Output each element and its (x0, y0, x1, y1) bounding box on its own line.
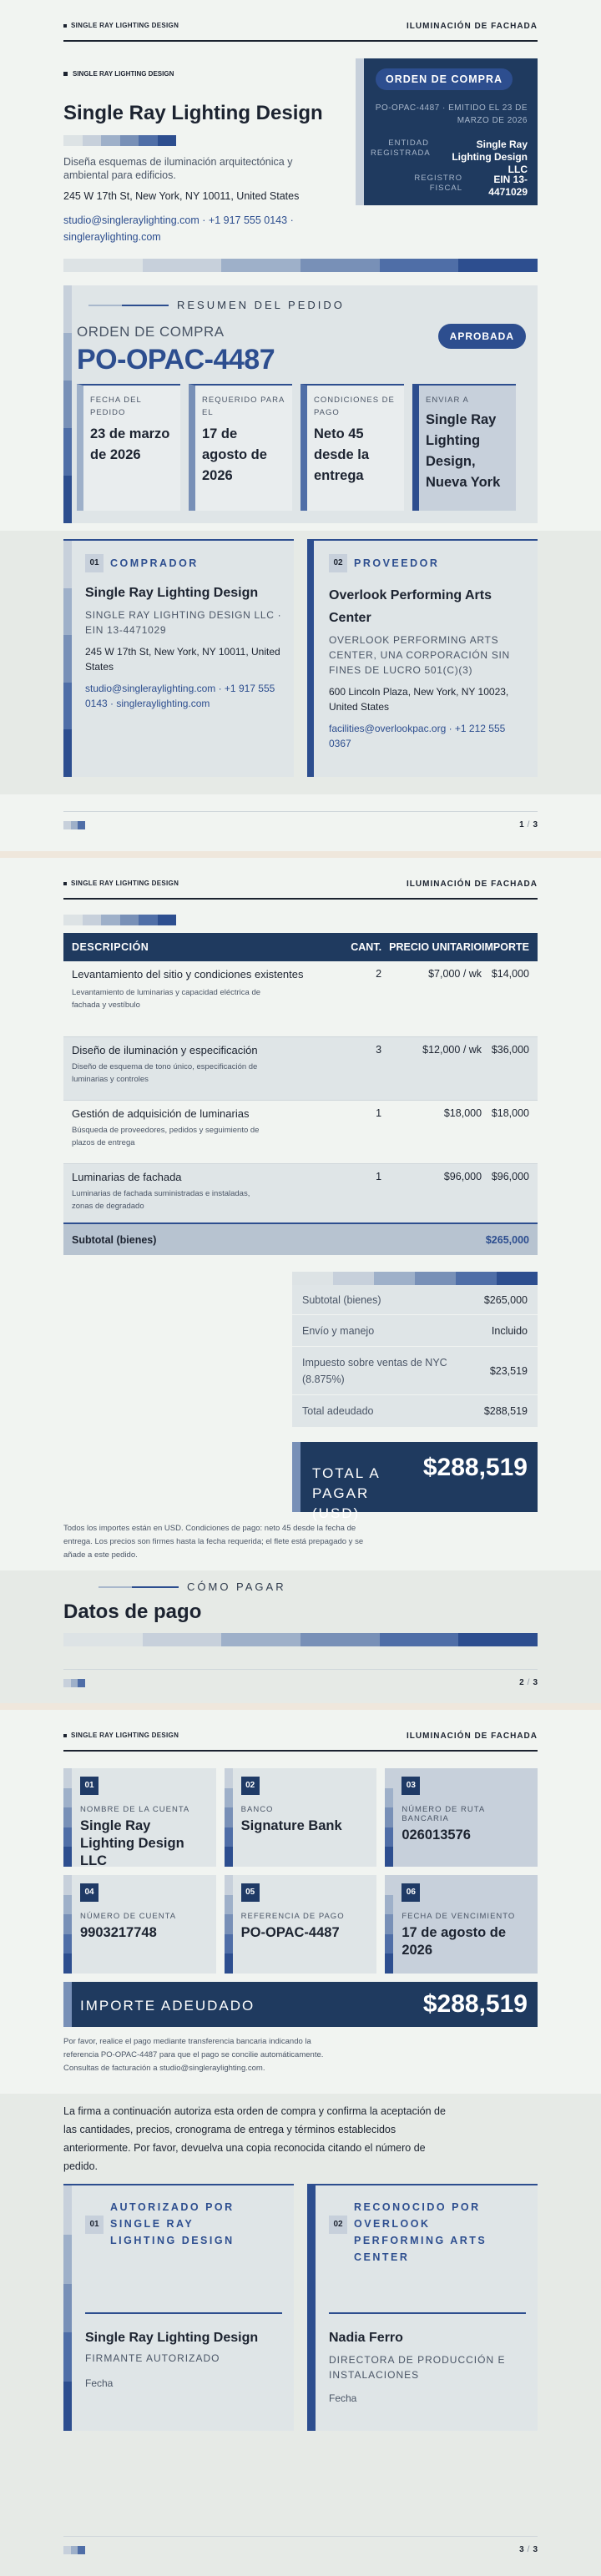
accent-bar (63, 2185, 72, 2431)
item-amount: $18,000 (491, 1107, 529, 1119)
subtotal-value: $265,000 (485, 1233, 529, 1246)
total-due-label: TOTAL A PAGAR (USD) (312, 1465, 380, 1521)
signature-line (329, 2312, 526, 2314)
payment-num-badge: 04 (80, 1883, 98, 1902)
table-row (63, 1036, 538, 1100)
page-header (63, 22, 538, 42)
fact-value: 17 de agosto de 2026 (202, 426, 267, 483)
total-due-value: $288,519 (422, 1454, 528, 1481)
sep: · (199, 214, 209, 226)
page-separator (0, 1703, 601, 1710)
summary-section-text: RESUMEN DEL PEDIDO (177, 299, 345, 311)
buyer-card (63, 539, 294, 777)
logo-mark-icon (63, 72, 68, 76)
page-number: 1 / 3 (519, 820, 538, 829)
accent-bar (307, 541, 314, 777)
item-desc: Luminarias de fachada suministradas e instaladas, zonas de degradado (72, 1188, 250, 1211)
totals-label: Envío y manejo (302, 1324, 375, 1337)
entity-value: Single Ray Lighting Design LLC (452, 139, 528, 175)
payment-card (225, 1875, 377, 1974)
signature-heading: AUTORIZADO POR SINGLE RAY LIGHTING DESIGN (110, 2201, 235, 2246)
payment-value: Single Ray Lighting Design LLC (80, 1818, 184, 1868)
footer-mark (63, 2546, 85, 2554)
page-num: 3 (519, 2545, 524, 2554)
vendor-address: 600 Lincoln Plaza, New York, NY 10023, United States (329, 686, 509, 713)
payment-num-badge: 03 (402, 1777, 420, 1795)
totals-row (292, 1395, 538, 1427)
page-num: 2 (519, 1678, 524, 1687)
accent-bar (63, 541, 72, 777)
payment-label: NÚMERO DE CUENTA (80, 1912, 177, 1921)
divider-stripe (63, 1633, 538, 1646)
totals-value: $288,519 (483, 1405, 528, 1417)
page-1 (0, 0, 601, 851)
payment-grid (63, 1768, 538, 1974)
totals-row (292, 1347, 538, 1395)
col-qty: CANT. (351, 941, 382, 953)
fact-label: FECHA DEL PEDIDO (90, 396, 142, 417)
vendor-name: Overlook Performing Arts Center (329, 588, 492, 625)
item-unit-price: $7,000 / wk (428, 968, 482, 980)
signatory-name: Nadia Ferro (329, 2331, 403, 2345)
entity-label: ENTIDAD REGISTRADA (371, 139, 431, 158)
po-box-ref: PO-OPAC-4487 · EMITIDO EL 23 DE MARZO DE 2026 (375, 103, 528, 125)
seller-email-link[interactable]: studio@singleraylighting.com (63, 214, 199, 226)
payment-value: PO-OPAC-4487 (240, 1925, 340, 1940)
payment-card (225, 1768, 377, 1867)
po-box (356, 58, 538, 205)
accent-bar (307, 2185, 316, 2431)
item-qty: 2 (376, 968, 382, 980)
totals-label: Subtotal (bienes) (302, 1293, 381, 1306)
summary-panel (63, 285, 538, 523)
item-amount: $96,000 (491, 1170, 529, 1182)
page-total: 3 (533, 1678, 538, 1687)
payment-card (63, 1768, 216, 1867)
item-qty: 3 (376, 1043, 382, 1056)
payment-value: 9903217748 (80, 1925, 157, 1940)
page-total: 3 (533, 820, 538, 829)
howto-title: Datos de pago (63, 1601, 202, 1623)
fact-value: Neto 45 desde la entrega (314, 426, 370, 483)
fact-required-date (189, 384, 292, 511)
totals-row (292, 1285, 538, 1315)
col-amount: IMPORTE (482, 941, 529, 953)
status-badge: APROBADA (438, 324, 526, 349)
seller-logo (63, 70, 174, 78)
totals-box (292, 1285, 538, 1427)
summary-section-label (88, 299, 345, 311)
brand-stripe (63, 915, 176, 925)
payment-label: REFERENCIA DE PAGO (240, 1912, 345, 1921)
table-row (63, 1100, 538, 1163)
table-row (63, 961, 538, 1036)
signature-card (307, 2184, 538, 2431)
signature-num-badge: 02 (329, 2216, 347, 2234)
page-footer (63, 1669, 538, 1687)
page-total: 3 (533, 2545, 538, 2554)
terms-note: Todos los importes están en USD. Condiciones de pago: neto 45 desde la fecha de entrega. Los precios son firmes hasta la fecha requerida; el flete está prepagado y se añade a este pedido. (63, 1524, 364, 1560)
item-title: Diseño de iluminación y especificación (72, 1043, 258, 1056)
item-qty: 1 (376, 1107, 382, 1119)
fact-value: Single Ray Lighting Design, Nueva York (426, 412, 501, 490)
seller-logo-text: SINGLE RAY LIGHTING DESIGN (73, 70, 174, 78)
fiscal-value: EIN 13-4471029 (488, 174, 528, 198)
item-title: Levantamiento del sitio y condiciones existentes (72, 968, 304, 980)
header-company: SINGLE RAY LIGHTING DESIGN (63, 22, 179, 29)
subtotal-row (63, 1223, 538, 1255)
page-footer (63, 2536, 538, 2554)
seller-contact (63, 212, 314, 245)
header-kind: ILUMINACIÓN DE FACHADA (407, 22, 538, 31)
totals-value: $265,000 (483, 1293, 528, 1306)
line-items-table (63, 933, 538, 1255)
fact-ship-to (412, 384, 516, 511)
payment-card (63, 1875, 216, 1974)
totals-stripe (292, 1272, 538, 1285)
page-3 (0, 1710, 601, 2576)
sep: · (287, 214, 294, 226)
page-separator (0, 851, 601, 858)
col-description: DESCRIPCIÓN (72, 941, 149, 953)
totals-row (292, 1315, 538, 1347)
item-amount: $36,000 (491, 1043, 529, 1056)
page-number: 3 / 3 (519, 2545, 538, 2554)
seller-name: Single Ray Lighting Design (63, 102, 323, 124)
table-header-row (63, 933, 538, 961)
vendor-label: PROVEEDOR (354, 557, 440, 569)
item-unit-price: $18,000 (443, 1107, 482, 1119)
payment-label: FECHA DE VENCIMIENTO (402, 1912, 516, 1921)
fact-order-date (77, 384, 180, 511)
item-desc: Levantamiento de luminarias y capacidad eléctrica de fachada y vestíbulo (72, 988, 261, 1010)
accent-bar (225, 1875, 233, 1974)
item-amount: $14,000 (491, 968, 529, 980)
amount-due-bar (63, 1982, 538, 2027)
buyer-legal: SINGLE RAY LIGHTING DESIGN LLC · EIN 13-4471029 (85, 609, 282, 636)
payment-num-badge: 01 (80, 1777, 98, 1795)
payment-label: BANCO (240, 1805, 274, 1814)
brand-stripe (63, 135, 176, 146)
vendor-num-badge: 02 (329, 554, 347, 572)
vendor-card (307, 539, 538, 777)
fact-label: REQUERIDO PARA EL (202, 396, 285, 417)
seller-web-link[interactable]: singleraylighting.com (63, 231, 161, 243)
signatory-role: DIRECTORA DE PRODUCCIÓN E INSTALACIONES (329, 2354, 506, 2381)
buyer-name: Single Ray Lighting Design (85, 586, 259, 600)
totals-value: $23,519 (489, 1364, 528, 1377)
totals-label: Total adeudado (302, 1405, 374, 1417)
divider-stripe (63, 259, 538, 272)
accent-bar (63, 1875, 72, 1974)
signatory-name: Single Ray Lighting Design (85, 2331, 259, 2345)
payment-label: NOMBRE DE LA CUENTA (80, 1805, 190, 1814)
accent-bar (385, 1875, 393, 1974)
payment-value: 026013576 (402, 1827, 471, 1843)
amount-due-value: $288,519 (422, 1990, 528, 2018)
accent-bar (63, 1768, 72, 1867)
totals-label: Impuesto sobre ventas de NYC (8.875%) (302, 1356, 447, 1385)
page-number: 2 / 3 (519, 1678, 538, 1687)
page-header (63, 880, 538, 900)
signature-date-label: Fecha (329, 2392, 357, 2404)
totals-value: Incluido (491, 1324, 528, 1337)
buyer-contact[interactable]: studio@singleraylighting.com · +1 917 555 0143 · singleraylighting.com (85, 683, 275, 709)
amount-due-label: IMPORTE ADEUDADO (80, 1998, 255, 2014)
fiscal-label: REGISTRO FISCAL (414, 174, 462, 193)
header-kind: ILUMINACIÓN DE FACHADA (407, 1732, 538, 1741)
signature-card (63, 2184, 294, 2431)
header-kind: ILUMINACIÓN DE FACHADA (407, 880, 538, 889)
item-title: Luminarias de fachada (72, 1170, 182, 1183)
item-unit-price: $96,000 (443, 1170, 482, 1182)
col-unit-price: PRECIO UNITARIO (389, 941, 482, 953)
vendor-legal: OVERLOOK PERFORMING ARTS CENTER, UNA CORPORACIÓN SIN FINES DE LUCRO 501(C)(3) (329, 634, 510, 676)
page-footer (63, 811, 538, 829)
page-header (63, 1732, 538, 1752)
accent-bar (385, 1768, 393, 1867)
seller-tagline: Diseña esquemas de iluminación arquitectónica y ambiental para edificios. (63, 156, 293, 181)
accent-bar (63, 285, 72, 523)
signature-heading: RECONOCIDO POR OVERLOOK PERFORMING ARTS CENTER (354, 2201, 487, 2263)
header-company: SINGLE RAY LIGHTING DESIGN (63, 880, 179, 887)
buyer-address: 245 W 17th St, New York, NY 10011, United States (85, 646, 280, 673)
fact-payment-terms (300, 384, 404, 511)
buyer-num-badge: 01 (85, 554, 104, 572)
accent-bar (225, 1768, 233, 1867)
item-unit-price: $12,000 / wk (422, 1043, 482, 1056)
vendor-contact[interactable]: facilities@overlookpac.org · +1 212 555 0367 (329, 723, 506, 749)
seller-address: 245 W 17th St, New York, NY 10011, United States (63, 190, 300, 202)
buyer-label: COMPRADOR (110, 557, 199, 569)
payment-num-badge: 02 (241, 1777, 260, 1795)
header-company: SINGLE RAY LIGHTING DESIGN (63, 1732, 179, 1739)
total-due-box (292, 1442, 538, 1521)
authorization-text: La firma a continuación autoriza esta orden de compra y confirma la aceptación de las cantidades, precios, cronograma de entrega y términos establecidos anteriormente. Por favor, devuelva una copia reconocida citando el número de pedido. (63, 2105, 446, 2172)
fact-value: 23 de marzo de 2026 (90, 426, 170, 462)
payment-card (385, 1875, 538, 1974)
howto-section-label (98, 1580, 286, 1593)
page-2 (0, 858, 601, 1703)
signature-line (85, 2312, 282, 2314)
howto-section-text: CÓMO PAGAR (187, 1580, 286, 1593)
item-qty: 1 (376, 1170, 382, 1182)
fact-label: CONDICIONES DE PAGO (314, 396, 395, 417)
payment-note: Por favor, realice el pago mediante transferencia bancaria indicando la referencia PO-OPAC-4487 para que el pago se concilie automáticamente. Consultas de facturación a studio@singleraylighting.com. (63, 2037, 324, 2073)
table-row (63, 1163, 538, 1223)
page-num: 1 (519, 820, 524, 829)
summary-kicker: ORDEN DE COMPRA (77, 324, 225, 340)
payment-value: 17 de agosto de 2026 (402, 1925, 507, 1958)
footer-mark (63, 1679, 85, 1687)
summary-facts (77, 384, 516, 511)
signature-num-badge: 01 (85, 2216, 104, 2234)
footer-mark (63, 821, 85, 829)
fact-label: ENVIAR A (426, 396, 469, 405)
seller-phone[interactable]: +1 917 555 0143 (208, 214, 288, 226)
signatory-role: FIRMANTE AUTORIZADO (85, 2352, 220, 2364)
payment-num-badge: 06 (402, 1883, 420, 1902)
item-desc: Búsqueda de proveedores, pedidos y seguimiento de plazos de entrega (72, 1125, 260, 1147)
subtotal-label: Subtotal (bienes) (72, 1233, 157, 1246)
payment-label: NÚMERO DE RUTA BANCARIA (402, 1805, 485, 1823)
payment-card (385, 1768, 538, 1867)
payment-value: Signature Bank (240, 1818, 342, 1833)
signature-date-label: Fecha (85, 2377, 114, 2389)
po-box-title: ORDEN DE COMPRA (376, 68, 513, 90)
item-desc: Diseño de esquema de tono único, especificación de luminarias y controles (72, 1061, 258, 1084)
payment-num-badge: 05 (241, 1883, 260, 1902)
summary-po-number: PO-OPAC-4487 (77, 344, 275, 376)
item-title: Gestión de adquisición de luminarias (72, 1107, 250, 1120)
